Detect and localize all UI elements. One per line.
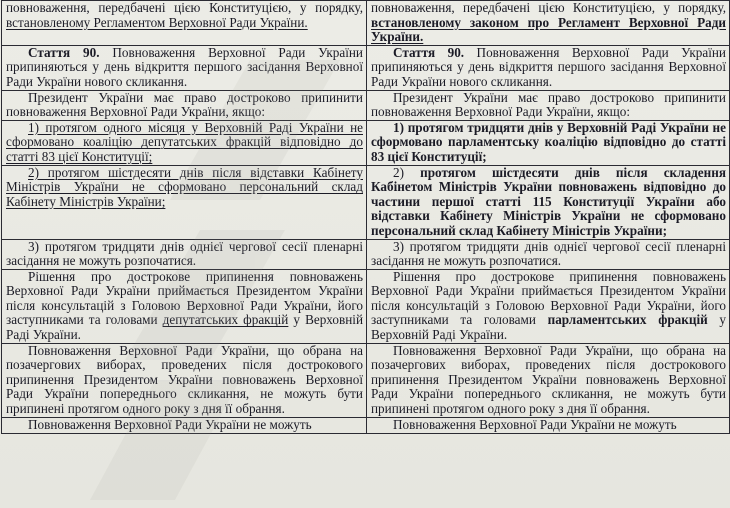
right-cell [367,269,730,343]
right-cell [367,1,730,46]
right-cell [367,165,730,239]
article-paragraph: Стаття 90. Повноваження Верховної Ради України припиняються у день відкриття першого засідання Верховної Ради України нового скликання. [371,44,726,89]
left-cell [2,45,367,90]
left-cell [2,343,367,417]
table-row [2,165,730,239]
table-row [2,45,730,90]
paragraph: 1) протягом тридцяти днів у Верховній Раді України не сформовано парламентську коаліцію відповідно до статті 83 цієї Конституції; [371,119,726,164]
article-heading: Стаття 90. [28,44,100,60]
table-row [2,90,730,120]
paragraph: 2) протягом шістдесяти днів після відставки Кабінету Міністрів України не сформовано персональний склад Кабінету Міністрів України; [6,164,363,209]
right-cell [367,239,730,269]
table-row [2,417,730,433]
left-cell [2,417,367,433]
left-cell [2,1,367,46]
comparison-table [1,0,730,434]
right-cell [367,45,730,90]
paragraph: Рішення про дострокове припинення повноважень Верховної Ради України приймається Президентом України після консультацій з Головою Верховної Ради України, його заступниками та головами парламентських фракцій у Верховній Раді України. [371,268,726,343]
article-heading: Стаття 90. [393,44,465,60]
right-cell [367,120,730,165]
paragraph: 3) протягом тридцяти днів однієї чергової сесії пленарні засідання не можуть розпочатися. [371,238,726,269]
paragraph: Повноваження Верховної Ради України не можуть [393,417,677,432]
left-cell [2,269,367,343]
table-row [2,269,730,343]
left-cell [2,120,367,165]
left-cell [2,90,367,120]
left-cell [2,165,367,239]
paragraph: 1) протягом одного місяця у Верховній Раді України не сформовано коаліцію депутатських фракцій відповідно до статті 83 цієї Конституції; [6,119,363,164]
article-paragraph: Стаття 90. Повноваження Верховної Ради України припиняються у день відкриття першого засідання Верховної Ради України нового скликання. [6,44,363,89]
paragraph: повноваження, передбачені цією Конституцією, у порядку, встановленому законом про Регламент Верховної Ради України. [371,0,726,45]
table-row [2,1,730,46]
paragraph: Рішення про дострокове припинення повноважень Верховної Ради України приймається Президентом України після консультацій з Головою Верховної Ради України, його заступниками та головами депутатських фракцій у Верховній Раді України. [6,268,363,343]
right-cell [367,343,730,417]
paragraph: Повноваження Верховної Ради України, що обрана на позачергових виборах, проведених після дострокового припинення Президентом України повноважень Верховної Ради України попереднього скликання, не можуть бути припинені протягом одного року з дня її обрання. [371,342,726,417]
right-cell [367,90,730,120]
paragraph: Президент України має право достроково припинити повноваження Верховної Ради України, якщо: [6,89,363,120]
right-cell [367,417,730,433]
paragraph: 2) протягом шістдесяти днів після складення Кабінетом Міністрів України повноважень відповідно до частини першої статті 115 Конституції України або відставки Кабінету Міністрів України не сформовано персональний склад Кабінету Міністрів України; [371,164,726,238]
table-row [2,120,730,165]
paragraph: Повноваження Верховної Ради України не можуть [28,417,312,432]
paragraph: Повноваження Верховної Ради України, що обрана на позачергових виборах, проведених після дострокового припинення Президентом України повноважень Верховної Ради України попереднього скликання, не можуть бути припинені протягом одного року з дня її обрання. [6,342,363,417]
left-cell [2,239,367,269]
table-row [2,239,730,269]
paragraph: повноваження, передбачені цією Конституцією, у порядку, встановленому Регламентом Верховної Ради України. [6,0,363,30]
paragraph: Президент України має право достроково припинити повноваження Верховної Ради України, якщо: [371,89,726,120]
table-row [2,343,730,417]
paragraph: 3) протягом тридцяти днів однієї чергової сесії пленарні засідання не можуть розпочатися. [6,238,363,269]
